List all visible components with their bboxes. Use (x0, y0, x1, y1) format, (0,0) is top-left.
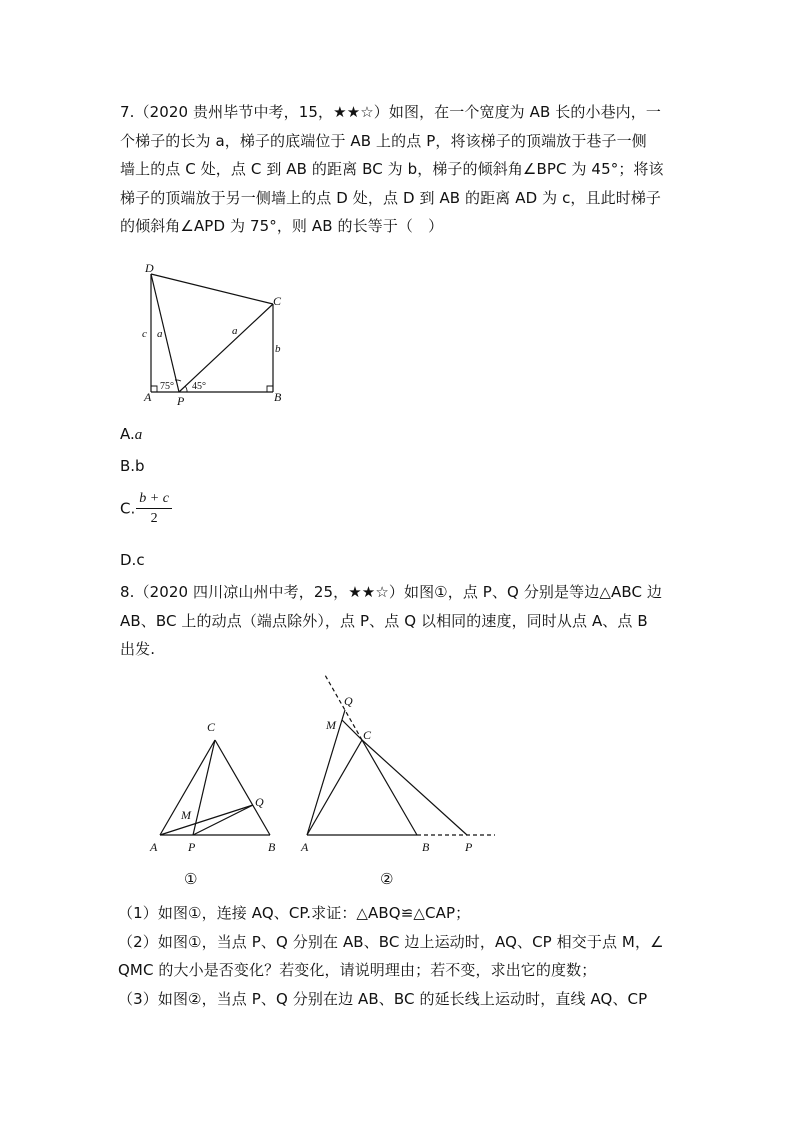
q7-option-c-fraction (136, 489, 172, 528)
q7-line-4: 梯子的顶端放于另一侧墙上的点 D 处，点 D 到 AB 的距离 AD 为 c，且此时梯子 (120, 188, 662, 207)
q8-line-1: 8.（2020 四川凉山州中考，25，★★☆）如图①，点 P、Q 分别是等边△ABC 边 (120, 583, 662, 601)
q8-parts (118, 899, 682, 1013)
label-75: 75° (160, 381, 174, 392)
fig1-side-BC (215, 740, 270, 835)
label-b: b (275, 343, 281, 355)
fig1-label-B: B (268, 840, 276, 854)
q7-line-1: 7.（2020 贵州毕节中考，15，★★☆）如图，在一个宽度为 AB 长的小巷内，一 (120, 103, 661, 121)
segment-DC (151, 274, 273, 304)
fig1-segment-AQ (160, 805, 253, 835)
q8-text (120, 578, 680, 664)
fig2-label-C: C (363, 728, 372, 742)
fig1-segment-PQ (193, 805, 253, 835)
q7-option-c-numerator: b + c (136, 489, 172, 509)
q7-option-a-value: a (134, 427, 143, 443)
fig2-label-M: M (326, 718, 336, 732)
q7-option-c-prefix: C. (120, 499, 136, 518)
q7-line-2: 个梯子的长为 a，梯子的底端位于 AB 上的点 P，将该梯子的顶端放于巷子一侧 (120, 131, 647, 150)
q7-text (120, 98, 680, 241)
q7-option-c-denominator: 2 (150, 511, 158, 526)
q7-option-a-prefix: A. (120, 425, 135, 443)
fig2-line-CP (362, 740, 467, 835)
label-B: B (274, 390, 282, 404)
q8-line-3: 出发. (120, 640, 156, 658)
ladder-PC (179, 304, 273, 392)
label-a-right: a (232, 325, 238, 337)
q8-part-2-line-1: （2）如图①，当点 P、Q 分别在 AB、BC 边上运动时，AQ、CP 相交于点 M，∠ (118, 932, 664, 951)
label-C: C (273, 294, 282, 308)
q8-part-2-line-2: QMC 的大小是否变化？若变化，请说明理由；若不变，求出它的度数； (118, 961, 597, 979)
label-c: c (142, 328, 147, 340)
fig2-segment-MC (342, 720, 362, 740)
q7-option-d: D.c (120, 551, 145, 569)
q7-figure (135, 258, 295, 408)
q8-part-3: （3）如图②，当点 P、Q 分别在边 AB、BC 的延长线上运动时，直线 AQ、CP (118, 989, 648, 1008)
label-A: A (144, 390, 152, 404)
q7-line-3: 墙上的点 C 处，点 C 到 AB 的距离 BC 为 b，梯子的倾斜角∠BPC 为 45°；将该 (120, 160, 664, 178)
q8-figure-1 (145, 710, 285, 860)
fig2-side-BC (362, 740, 417, 835)
q8-part-1: （1）如图①，连接 AQ、CP.求证：△ABQ≌△CAP； (118, 904, 471, 922)
label-D: D (145, 261, 154, 275)
fig2-label-A: A (301, 840, 309, 854)
q7-option-a (120, 425, 142, 444)
fig2-side-AC (307, 740, 362, 835)
fig2-label-Q: Q (344, 694, 353, 708)
label-a-left: a (157, 328, 163, 340)
fig1-label-Q: Q (255, 795, 264, 809)
ladder-PD (151, 274, 179, 392)
q8-line-2: AB、BC 上的动点（端点除外），点 P、点 Q 以相同的速度，同时从点 A、点 B (120, 611, 648, 630)
fig1-label-M: M (181, 808, 191, 822)
label-45: 45° (192, 381, 206, 392)
fig1-label-A: A (150, 840, 158, 854)
fig2-label-P: P (465, 840, 473, 854)
label-P: P (177, 394, 185, 408)
fig1-label-C: C (207, 720, 216, 734)
arc-45 (185, 386, 187, 392)
q7-option-c (120, 489, 172, 528)
q8-figure-2-caption: ② (380, 870, 394, 888)
fig1-label-P: P (188, 840, 196, 854)
right-angle-A (151, 386, 157, 392)
q7-line-5: 的倾斜角∠APD 为 75°，则 AB 的长等于（ ） (120, 217, 444, 235)
q8-figure-2 (295, 670, 505, 860)
q7-option-b: B.b (120, 457, 145, 475)
q8-figure-1-caption: ① (184, 870, 198, 888)
fig2-label-B: B (422, 840, 430, 854)
right-angle-B (267, 386, 273, 392)
